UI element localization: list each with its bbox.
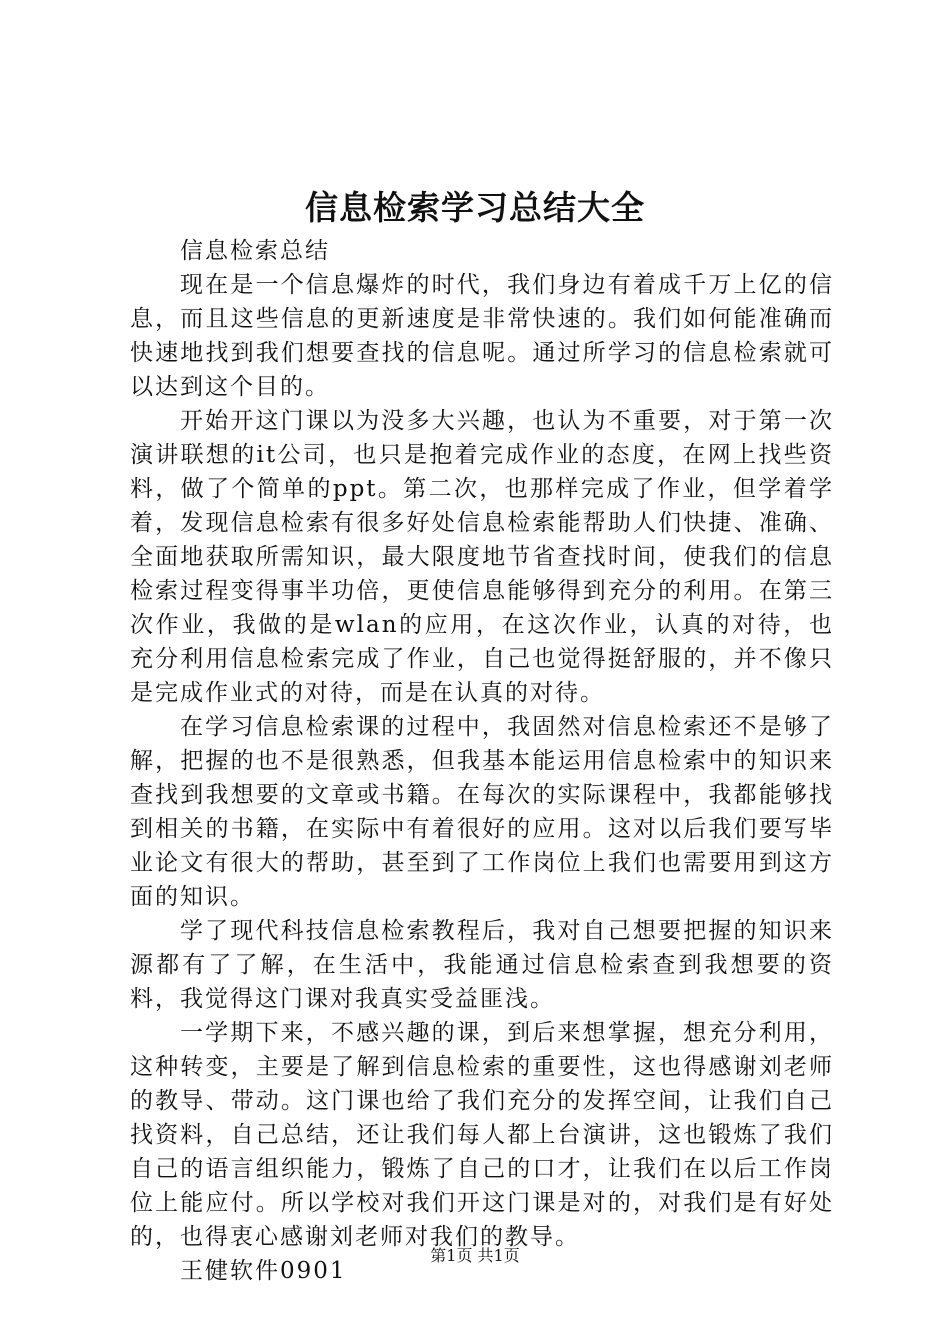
paragraph-3: 在学习信息检索课的过程中，我固然对信息检索还不是够了解，把握的也不是很熟悉，但我基本能运用信息检索中的知识来查找到我想要的文章或书籍。在每次的实际课程中，我都能够找到相关的书籍，在实际中有着很好的应用。这对以后我们要写毕业论文有很大的帮助，甚至到了工作岗位上我们也需要用到这方面的知识。 — [130, 714, 834, 910]
document-body — [130, 234, 834, 1288]
author-signature: 王健软件0901 — [180, 1258, 347, 1284]
section-heading: 信息检索总结 — [180, 238, 330, 264]
page-number-footer: 第1页 共1页 — [430, 1246, 520, 1265]
paragraph-5: 一学期下来，不感兴趣的课，到后来想掌握，想充分利用，这种转变，主要是了解到信息检索的重要性，这也得感谢刘老师的教导、带动。这门课也给了我们充分的发挥空间，让我们自己找资料，自己总结，还让我们每人都上台演讲，这也锻炼了我们自己的语言组织能力，锻炼了自己的口才，让我们在以后工作岗位上能应付。所以学校对我们开这门课是对的，对我们是有好处的，也得衷心感谢刘老师对我们的教导。 — [130, 1020, 834, 1250]
document-title: 信息检索学习总结大全 — [305, 188, 645, 227]
paragraph-2: 开始开这门课以为没多大兴趣，也认为不重要，对于第一次演讲联想的it公司，也只是抱着完成作业的态度，在网上找些资料，做了个简单的ppt。第二次，也那样完成了作业，但学着学着，发现信息检索有很多好处信息检索能帮助人们快捷、准确、全面地获取所需知识，最大限度地节省查找时间，使我们的信息检索过程变得事半功倍，更使信息能够得到充分的利用。在第三次作业，我做的是wlan的应用，在这次作业，认真的对待，也充分利用信息检索完成了作业，自己也觉得挺舒服的，并不像只是完成作业式的对待，而是在认真的对待。 — [130, 408, 834, 706]
paragraph-4: 学了现代科技信息检索教程后，我对自己想要把握的知识来源都有了了解，在生活中，我能通过信息检索查到我想要的资料，我觉得这门课对我真实受益匪浅。 — [130, 918, 834, 1012]
paragraph-1: 现在是一个信息爆炸的时代，我们身边有着成千万上亿的信息，而且这些信息的更新速度是非常快速的。我们如何能准确而快速地找到我们想要查找的信息呢。通过所学习的信息检索就可以达到这个目的。 — [130, 272, 834, 400]
